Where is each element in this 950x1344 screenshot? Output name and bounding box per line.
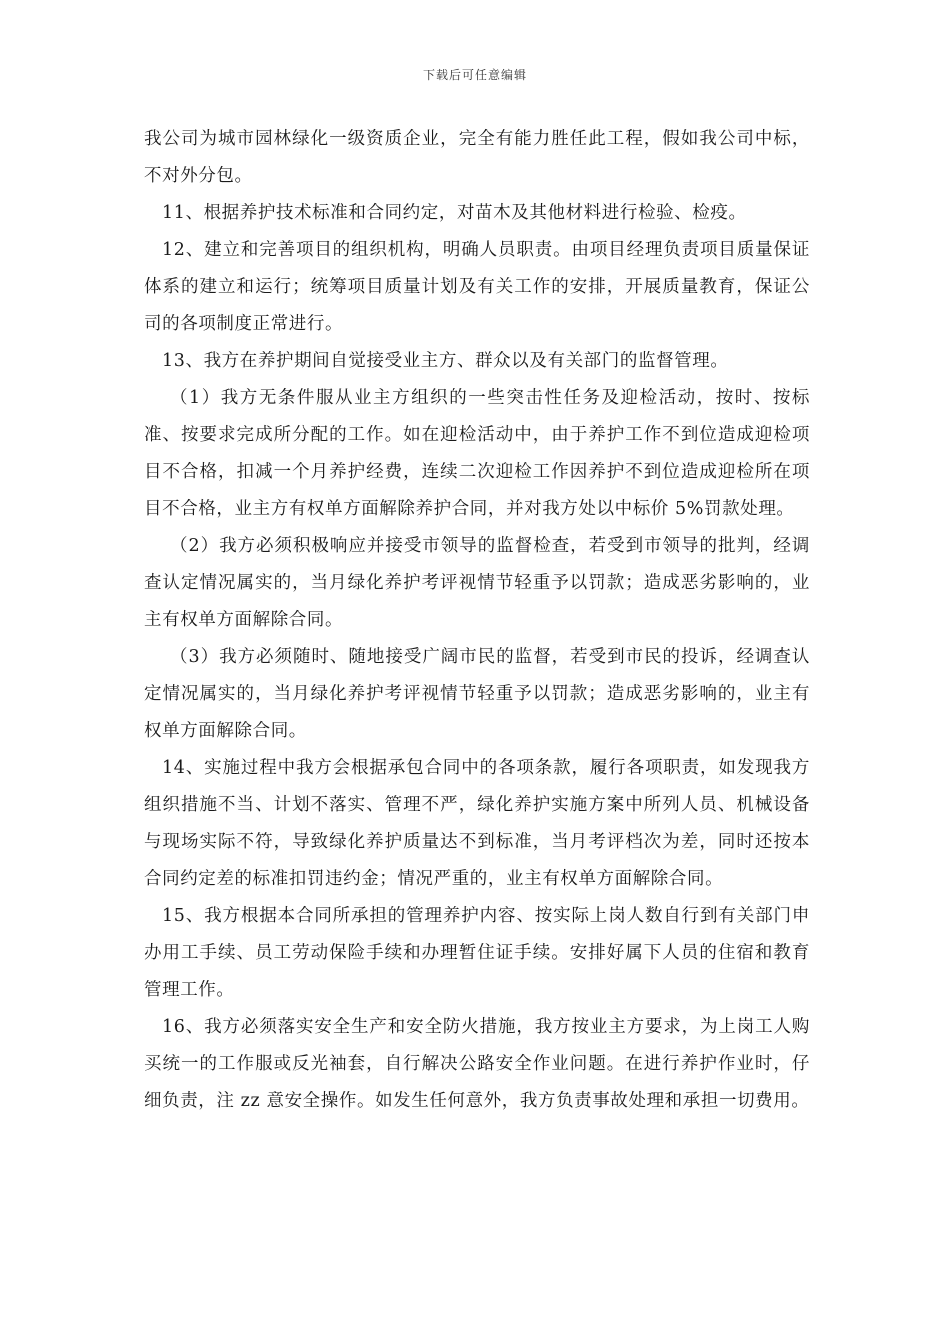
paragraph-item-12: 12、建立和完善项目的组织机构，明确人员职责。由项目经理负责项目质量保证体系的建立和运行；统筹项目质量计划及有关工作的安排，开展质量教育，保证公司的各项制度正常进行。: [144, 240, 810, 334]
paragraph-item-15: 15、我方根据本合同所承担的管理养护内容、按实际上岗人数自行到有关部门申办用工手续、员工劳动保险手续和办理暂住证手续。安排好属下人员的住宿和教育管理工作。: [144, 906, 810, 1000]
document-body: [144, 121, 810, 1120]
paragraph-intro: 我公司为城市园林绿化一级资质企业，完全有能力胜任此工程，假如我公司中标，不对外分包。: [144, 129, 810, 186]
paragraph-item-13: 13、我方在养护期间自觉接受业主方、群众以及有关部门的监督管理。: [162, 351, 729, 371]
paragraph-item-16: 16、我方必须落实安全生产和安全防火措施，我方按业主方要求，为上岗工人购买统一的工作服或反光袖套，自行解决公路安全作业问题。在进行养护作业时，仔细负责，注 zz 意安全操作。如发生任何意外，我方负责事故处理和承担一切费用。: [144, 1017, 810, 1111]
paragraph-item-13-2: （2）我方必须积极响应并接受市领导的监督检查，若受到市领导的批判，经调查认定情况属实的，当月绿化养护考评视情节轻重予以罚款；造成恶劣影响的，业主有权单方面解除合同。: [144, 536, 810, 630]
page-header-note: 下载后可任意编辑: [422, 68, 527, 82]
paragraph-item-13-1: （1）我方无条件服从业主方组织的一些突击性任务及迎检活动，按时、按标准、按要求完成所分配的工作。如在迎检活动中，由于养护工作不到位造成迎检项目不合格，扣减一个月养护经费，连续二次迎检工作因养护不到位造成迎检所在项目不合格，业主方有权单方面解除养护合同，并对我方处以中标价 5%罚款处理。: [144, 388, 810, 519]
paragraph-item-11: 11、根据养护技术标准和合同约定，对苗木及其他材料进行检验、检疫。: [162, 203, 747, 223]
paragraph-item-13-3: （3）我方必须随时、随地接受广阔市民的监督，若受到市民的投诉，经调查认定情况属实的，当月绿化养护考评视情节轻重予以罚款；造成恶劣影响的，业主有权单方面解除合同。: [144, 647, 810, 741]
paragraph-item-14: 14、实施过程中我方会根据承包合同中的各项条款，履行各项职责，如发现我方组织措施不当、计划不落实、管理不严，绿化养护实施方案中所列人员、机械设备与现场实际不符，导致绿化养护质量达不到标准，当月考评档次为差，同时还按本合同约定差的标准扣罚违约金；情况严重的，业主有权单方面解除合同。: [144, 758, 810, 889]
